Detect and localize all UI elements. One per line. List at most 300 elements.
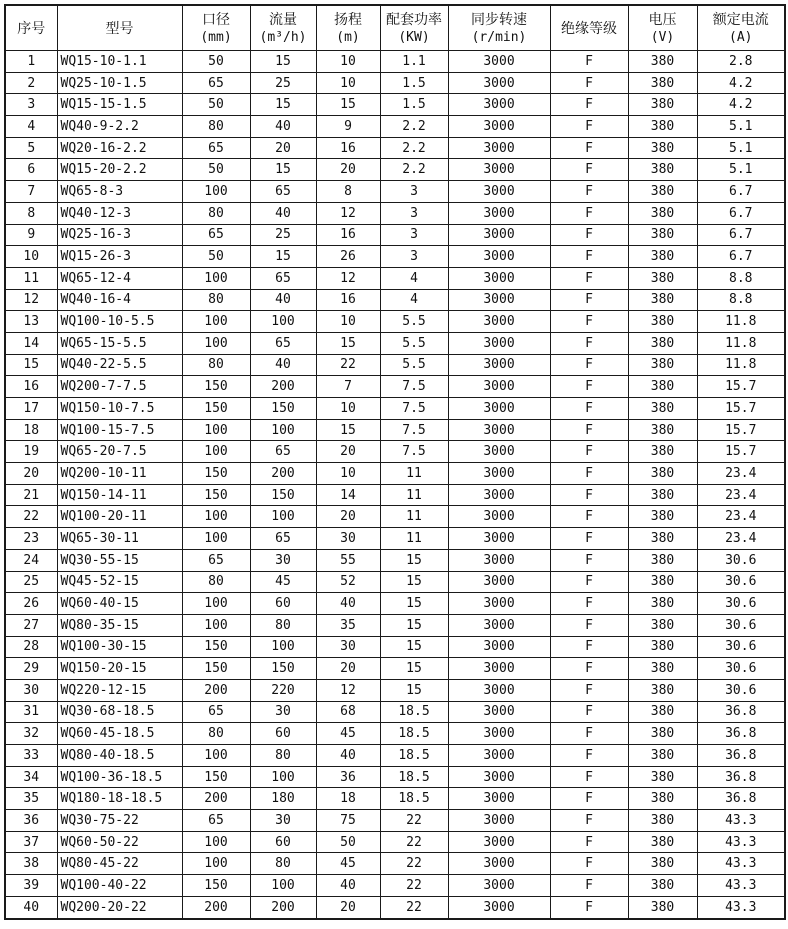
cell-insulation: F [550,788,628,810]
cell-power: 22 [380,853,448,875]
cell-speed: 3000 [448,571,550,593]
cell-index: 15 [5,354,57,376]
cell-current: 36.8 [697,788,785,810]
cell-flow: 40 [250,116,316,138]
cell-model: WQ15-20-2.2 [57,159,182,181]
cell-model: WQ30-55-15 [57,549,182,571]
cell-head: 10 [316,51,380,73]
cell-index: 26 [5,593,57,615]
cell-insulation: F [550,137,628,159]
cell-model: WQ60-45-18.5 [57,723,182,745]
cell-model: WQ25-16-3 [57,224,182,246]
cell-voltage: 380 [628,224,697,246]
cell-flow: 30 [250,701,316,723]
header-cell-diameter [182,5,250,51]
cell-diameter: 150 [182,398,250,420]
table-row [5,419,785,441]
cell-current: 6.7 [697,224,785,246]
cell-index: 29 [5,658,57,680]
cell-voltage: 380 [628,788,697,810]
cell-head: 35 [316,614,380,636]
cell-voltage: 380 [628,701,697,723]
cell-flow: 200 [250,376,316,398]
table-row [5,289,785,311]
cell-power: 3 [380,246,448,268]
cell-flow: 60 [250,593,316,615]
header-row [5,5,785,51]
cell-current: 23.4 [697,528,785,550]
cell-current: 6.7 [697,181,785,203]
cell-diameter: 100 [182,745,250,767]
cell-speed: 3000 [448,549,550,571]
cell-flow: 15 [250,94,316,116]
cell-voltage: 380 [628,614,697,636]
cell-flow: 150 [250,484,316,506]
cell-voltage: 380 [628,853,697,875]
pump-spec-table [4,4,786,920]
cell-power: 3 [380,181,448,203]
table-row [5,658,785,680]
cell-model: WQ15-26-3 [57,246,182,268]
table-row [5,788,785,810]
cell-power: 15 [380,679,448,701]
cell-current: 5.1 [697,137,785,159]
cell-speed: 3000 [448,810,550,832]
cell-insulation: F [550,267,628,289]
table-row [5,810,785,832]
cell-index: 19 [5,441,57,463]
cell-insulation: F [550,853,628,875]
cell-flow: 80 [250,853,316,875]
cell-insulation: F [550,766,628,788]
cell-head: 10 [316,398,380,420]
cell-current: 30.6 [697,658,785,680]
cell-speed: 3000 [448,831,550,853]
cell-insulation: F [550,311,628,333]
cell-index: 13 [5,311,57,333]
cell-speed: 3000 [448,311,550,333]
cell-flow: 60 [250,723,316,745]
cell-model: WQ65-30-11 [57,528,182,550]
cell-speed: 3000 [448,116,550,138]
table-row [5,181,785,203]
cell-index: 20 [5,463,57,485]
cell-voltage: 380 [628,72,697,94]
cell-index: 38 [5,853,57,875]
cell-flow: 40 [250,289,316,311]
cell-insulation: F [550,484,628,506]
cell-speed: 3000 [448,875,550,897]
cell-diameter: 100 [182,593,250,615]
cell-power: 11 [380,484,448,506]
cell-head: 8 [316,181,380,203]
cell-current: 30.6 [697,679,785,701]
cell-diameter: 150 [182,484,250,506]
cell-head: 12 [316,267,380,289]
cell-head: 45 [316,853,380,875]
header-unit: (r/min) [471,29,527,45]
cell-diameter: 100 [182,853,250,875]
cell-power: 11 [380,463,448,485]
cell-head: 20 [316,896,380,918]
table-row [5,332,785,354]
cell-voltage: 380 [628,896,697,918]
cell-diameter: 50 [182,246,250,268]
cell-diameter: 150 [182,875,250,897]
cell-index: 16 [5,376,57,398]
cell-speed: 3000 [448,484,550,506]
cell-current: 6.7 [697,202,785,224]
table-row [5,137,785,159]
header-label: 绝缘等级 [561,19,617,36]
cell-model: WQ60-50-22 [57,831,182,853]
cell-voltage: 380 [628,181,697,203]
table-row [5,246,785,268]
header-unit: (m) [336,29,360,45]
cell-head: 30 [316,528,380,550]
cell-current: 5.1 [697,116,785,138]
cell-model: WQ65-12-4 [57,267,182,289]
header-unit: (KW) [398,29,430,45]
table-row [5,593,785,615]
cell-current: 43.3 [697,896,785,918]
cell-flow: 65 [250,441,316,463]
cell-power: 3 [380,224,448,246]
cell-index: 31 [5,701,57,723]
cell-flow: 150 [250,658,316,680]
cell-insulation: F [550,289,628,311]
cell-voltage: 380 [628,636,697,658]
cell-power: 22 [380,810,448,832]
cell-flow: 60 [250,831,316,853]
cell-diameter: 80 [182,289,250,311]
cell-voltage: 380 [628,441,697,463]
cell-voltage: 380 [628,810,697,832]
cell-diameter: 150 [182,463,250,485]
cell-insulation: F [550,202,628,224]
cell-insulation: F [550,463,628,485]
cell-power: 11 [380,528,448,550]
cell-voltage: 380 [628,419,697,441]
cell-power: 18.5 [380,745,448,767]
cell-flow: 150 [250,398,316,420]
cell-insulation: F [550,354,628,376]
cell-insulation: F [550,159,628,181]
table-row [5,398,785,420]
cell-model: WQ180-18-18.5 [57,788,182,810]
header-cell-index [5,5,57,51]
cell-diameter: 50 [182,159,250,181]
cell-voltage: 380 [628,159,697,181]
cell-index: 9 [5,224,57,246]
cell-voltage: 380 [628,137,697,159]
cell-flow: 15 [250,51,316,73]
cell-diameter: 65 [182,701,250,723]
cell-speed: 3000 [448,51,550,73]
cell-insulation: F [550,831,628,853]
cell-diameter: 65 [182,224,250,246]
cell-power: 18.5 [380,766,448,788]
cell-head: 40 [316,593,380,615]
header-cell-voltage [628,5,697,51]
cell-speed: 3000 [448,354,550,376]
cell-current: 15.7 [697,376,785,398]
cell-flow: 100 [250,875,316,897]
cell-power: 7.5 [380,419,448,441]
cell-insulation: F [550,181,628,203]
cell-power: 15 [380,571,448,593]
cell-index: 28 [5,636,57,658]
cell-current: 43.3 [697,831,785,853]
cell-flow: 15 [250,246,316,268]
cell-index: 36 [5,810,57,832]
cell-flow: 220 [250,679,316,701]
table-row [5,441,785,463]
cell-speed: 3000 [448,376,550,398]
cell-head: 15 [316,94,380,116]
cell-current: 43.3 [697,875,785,897]
cell-voltage: 380 [628,745,697,767]
cell-speed: 3000 [448,72,550,94]
cell-head: 30 [316,636,380,658]
cell-current: 43.3 [697,853,785,875]
table-row [5,614,785,636]
cell-head: 7 [316,376,380,398]
cell-model: WQ40-12-3 [57,202,182,224]
cell-index: 37 [5,831,57,853]
table-row [5,224,785,246]
cell-index: 3 [5,94,57,116]
cell-insulation: F [550,745,628,767]
cell-diameter: 100 [182,614,250,636]
cell-current: 8.8 [697,289,785,311]
cell-power: 18.5 [380,701,448,723]
cell-diameter: 200 [182,896,250,918]
cell-current: 36.8 [697,723,785,745]
cell-insulation: F [550,679,628,701]
cell-flow: 65 [250,528,316,550]
cell-head: 16 [316,289,380,311]
cell-power: 2.2 [380,137,448,159]
cell-insulation: F [550,94,628,116]
cell-head: 12 [316,679,380,701]
cell-insulation: F [550,441,628,463]
cell-head: 9 [316,116,380,138]
table-row [5,875,785,897]
cell-speed: 3000 [448,463,550,485]
cell-current: 8.8 [697,267,785,289]
cell-diameter: 80 [182,116,250,138]
cell-current: 23.4 [697,506,785,528]
cell-index: 12 [5,289,57,311]
table-row [5,745,785,767]
table-body [5,51,785,919]
cell-head: 10 [316,72,380,94]
cell-voltage: 380 [628,289,697,311]
cell-diameter: 80 [182,723,250,745]
cell-power: 15 [380,593,448,615]
cell-head: 40 [316,875,380,897]
cell-insulation: F [550,658,628,680]
table-row [5,506,785,528]
cell-voltage: 380 [628,766,697,788]
cell-model: WQ150-20-15 [57,658,182,680]
cell-index: 11 [5,267,57,289]
cell-voltage: 380 [628,116,697,138]
cell-diameter: 100 [182,831,250,853]
cell-flow: 100 [250,636,316,658]
cell-index: 25 [5,571,57,593]
cell-insulation: F [550,332,628,354]
cell-index: 5 [5,137,57,159]
header-cell-speed [448,5,550,51]
cell-insulation: F [550,506,628,528]
table-row [5,463,785,485]
cell-model: WQ15-15-1.5 [57,94,182,116]
cell-power: 7.5 [380,376,448,398]
table-row [5,51,785,73]
cell-insulation: F [550,224,628,246]
cell-flow: 25 [250,224,316,246]
cell-index: 35 [5,788,57,810]
table-row [5,701,785,723]
cell-head: 20 [316,441,380,463]
cell-voltage: 380 [628,51,697,73]
cell-current: 36.8 [697,766,785,788]
cell-flow: 65 [250,267,316,289]
cell-speed: 3000 [448,788,550,810]
cell-current: 36.8 [697,701,785,723]
cell-model: WQ220-12-15 [57,679,182,701]
cell-flow: 100 [250,766,316,788]
table-row [5,896,785,918]
cell-power: 22 [380,875,448,897]
cell-speed: 3000 [448,658,550,680]
cell-current: 4.2 [697,72,785,94]
table-row [5,853,785,875]
cell-voltage: 380 [628,593,697,615]
cell-index: 39 [5,875,57,897]
cell-index: 7 [5,181,57,203]
cell-flow: 200 [250,463,316,485]
cell-power: 15 [380,658,448,680]
cell-speed: 3000 [448,853,550,875]
header-label: 配套功率 [386,10,442,27]
cell-voltage: 380 [628,549,697,571]
cell-speed: 3000 [448,181,550,203]
cell-diameter: 80 [182,202,250,224]
cell-model: WQ40-16-4 [57,289,182,311]
cell-head: 20 [316,658,380,680]
cell-insulation: F [550,419,628,441]
header-label: 额定电流 [712,10,769,27]
cell-flow: 100 [250,311,316,333]
cell-current: 43.3 [697,810,785,832]
cell-voltage: 380 [628,94,697,116]
cell-head: 52 [316,571,380,593]
cell-diameter: 100 [182,267,250,289]
cell-flow: 25 [250,72,316,94]
cell-flow: 40 [250,354,316,376]
cell-flow: 100 [250,506,316,528]
header-cell-flow [250,5,316,51]
cell-head: 12 [316,202,380,224]
cell-speed: 3000 [448,419,550,441]
cell-model: WQ80-45-22 [57,853,182,875]
cell-speed: 3000 [448,593,550,615]
cell-diameter: 100 [182,441,250,463]
table-row [5,636,785,658]
cell-head: 68 [316,701,380,723]
table-row [5,528,785,550]
cell-speed: 3000 [448,94,550,116]
cell-index: 33 [5,745,57,767]
cell-diameter: 100 [182,506,250,528]
cell-speed: 3000 [448,289,550,311]
cell-diameter: 50 [182,51,250,73]
cell-insulation: F [550,875,628,897]
cell-head: 75 [316,810,380,832]
cell-voltage: 380 [628,484,697,506]
cell-insulation: F [550,398,628,420]
cell-speed: 3000 [448,896,550,918]
cell-power: 7.5 [380,398,448,420]
cell-diameter: 65 [182,549,250,571]
cell-power: 11 [380,506,448,528]
header-label: 型号 [105,19,134,36]
cell-model: WQ150-10-7.5 [57,398,182,420]
cell-index: 24 [5,549,57,571]
header-unit: (mm) [200,29,232,45]
cell-voltage: 380 [628,571,697,593]
cell-voltage: 380 [628,398,697,420]
cell-model: WQ150-14-11 [57,484,182,506]
cell-head: 10 [316,311,380,333]
cell-speed: 3000 [448,701,550,723]
cell-diameter: 100 [182,419,250,441]
cell-index: 10 [5,246,57,268]
cell-index: 17 [5,398,57,420]
cell-current: 30.6 [697,636,785,658]
table-row [5,766,785,788]
cell-model: WQ100-15-7.5 [57,419,182,441]
cell-power: 1.5 [380,72,448,94]
cell-model: WQ200-7-7.5 [57,376,182,398]
cell-diameter: 100 [182,181,250,203]
cell-model: WQ100-20-11 [57,506,182,528]
cell-head: 14 [316,484,380,506]
cell-diameter: 150 [182,766,250,788]
cell-power: 22 [380,896,448,918]
cell-speed: 3000 [448,506,550,528]
cell-model: WQ65-8-3 [57,181,182,203]
cell-power: 3 [380,202,448,224]
cell-current: 6.7 [697,246,785,268]
cell-current: 5.1 [697,159,785,181]
cell-voltage: 380 [628,506,697,528]
cell-index: 30 [5,679,57,701]
cell-current: 23.4 [697,484,785,506]
cell-head: 20 [316,506,380,528]
cell-head: 26 [316,246,380,268]
cell-speed: 3000 [448,679,550,701]
cell-speed: 3000 [448,766,550,788]
cell-head: 50 [316,831,380,853]
cell-power: 4 [380,289,448,311]
table-row [5,679,785,701]
header-label: 序号 [17,19,46,36]
cell-voltage: 380 [628,875,697,897]
